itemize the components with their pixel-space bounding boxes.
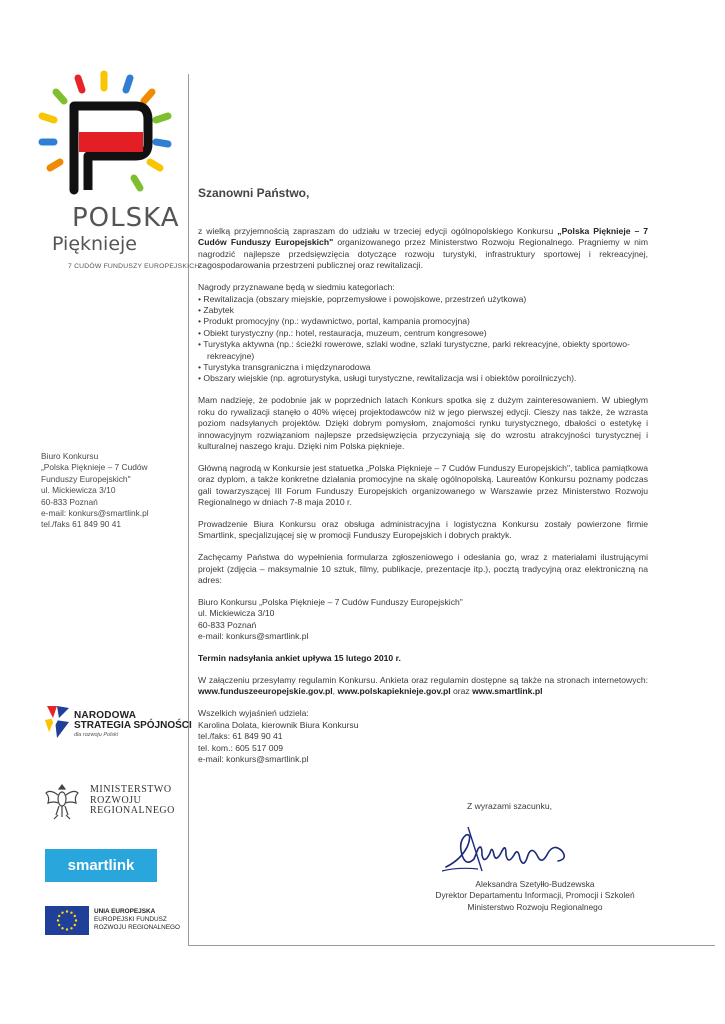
sidebar-email[interactable]: e-mail: konkurs@smartlink.pl	[41, 508, 149, 519]
letter-closing: Z wyrazami szacunku,	[467, 801, 553, 811]
polska-pieknieje-logo-icon	[36, 70, 176, 210]
signer-name: Aleksandra Szetyłło-Budzewska	[475, 879, 595, 889]
sidebar-address-line: ul. Mickiewicza 3/10	[41, 485, 116, 496]
signer-ministry: Ministerstwo Rozwoju Regionalnego	[467, 901, 603, 912]
eu-flag-icon	[45, 906, 89, 935]
deadline-text: Termin nadsyłania ankiet upływa 15 lutego 2010 r.	[198, 653, 401, 664]
category-item: • Obiekt turystyczny (np.: hotel, restauracja, muzeum, centrum kongresowe)	[198, 327, 487, 338]
ministry-logo-text	[90, 785, 175, 817]
deadline-notice	[198, 653, 648, 664]
sidebar-phone: tel./faks 61 849 90 41	[41, 519, 122, 530]
letter-body	[198, 226, 648, 765]
attachments-text: W załączeniu przesyłamy regulamin Konkursu. Ankieta oraz regulamin dostępne są także na stronach internetowych:	[198, 675, 648, 685]
paragraph-expectations: Mam nadzieję, że podobnie jak w poprzednich latach Konkurs spotka się z dużym zainteresowaniem. W ubiegłym roku do rywalizacji stanęło o 40% więcej projektodawców niż w jego pierwszej edycji. Cieszy nas także, że wzrasta poziom nadsyłanych projektów. Dzięki dobrym pomysłom, znajomości rynku turystycznego, dbałości o estetykę i innowacyjnym rozwiązaniom najlepsze przedsięwzięcia przyczyniają się do wzrostu atrakcyjności turystycznej i kulturalnej naszego kraju. Dzięki nim Polska pięknieje.	[198, 395, 648, 451]
intro-text: z wielką przyjemnością zapraszam do udziału w trzeciej edycji ogólnopolskiego Konkursu	[198, 226, 558, 236]
contact-email[interactable]: e-mail: konkurs@smartlink.pl	[198, 753, 309, 764]
signer-title: Dyrektor Departamentu Informacji, Promocji i Szkoleń	[435, 890, 635, 901]
contest-name: „Polska Pięknieje – 7 Cudów Funduszy Europejskich"	[198, 226, 648, 248]
ns-logo-line3: dla rozwoju Polski	[74, 732, 119, 738]
paragraph-prize: Główną nagrodą w Konkursie jest statuetka „Polska Pięknieje – 7 Cudów Funduszy Europejskich", tablica pamiątkowa oraz dyplom, a także konkretne działania promocyjne na skalę ogólnopolską. Laureatów Konkursu poznamy podczas gali towarzyszącej III Forum Funduszy Europejskich organizowanego w Warszawie przez Ministerstwo Rozwoju Regionalnego w dniach 7-8 maja 2010 r.	[198, 462, 648, 508]
paragraph-submission: Zachęcamy Państwa do wypełnienia formularza zgłoszeniowego i odesłania go, wraz z materiałami ilustrującymi projekt (zdjęcia – maksymalnie 10 sztuk, filmy, publikacje, prezentacje itp.), pocztą tradycyjną oraz elektroniczną na adres:	[198, 552, 648, 586]
letter-greeting: Szanowni Państwo,	[198, 186, 310, 200]
contact-line: tel./faks: 61 849 90 41	[198, 731, 283, 742]
eagle-emblem-icon	[44, 781, 80, 821]
categories-list	[198, 294, 648, 385]
signer-block	[400, 879, 670, 913]
category-item: • Obszary wiejskie (np. agroturystyka, usługi turystyczne, rewitalizacja wsi i obiektów poroilniczych).	[198, 373, 577, 384]
sidebar-address-line: „Polska Pięknieje – 7 Cudów	[41, 462, 148, 473]
ns-logo-line1: NARODOWA	[74, 710, 137, 721]
address-line: ul. Mickiewicza 3/10	[198, 608, 275, 619]
smartlink-logo: smartlink	[45, 849, 157, 882]
logo-tagline: 7 CUDÓW FUNDUSZY EUROPEJSKICH	[68, 263, 200, 270]
contact-line: tel. kom.: 605 517 009	[198, 742, 284, 753]
category-item: • Produkt promocyjny (np.: wydawnictwo, portal, kampania promocyjna)	[198, 316, 470, 327]
contact-line: Karolina Dolata, kierownik Biura Konkursu	[198, 719, 359, 730]
link-separator: oraz	[450, 686, 473, 697]
vertical-divider	[188, 74, 189, 945]
sidebar-address	[41, 451, 186, 531]
ministry-logo-line: REGIONALNEGO	[90, 805, 175, 816]
sidebar-address-line: Biuro Konkursu	[41, 451, 99, 461]
link-separator: ,	[332, 686, 338, 697]
submission-address	[198, 597, 648, 643]
bottom-divider	[188, 945, 715, 946]
paragraph-attachments	[198, 675, 648, 698]
link-smartlink[interactable]: www.smartlink.pl	[472, 686, 543, 697]
link-polskapieknieje[interactable]: www.polskapieknieje.gov.pl	[337, 686, 451, 697]
ministry-logo-line: ROZWOJU	[90, 794, 142, 806]
logo-subtitle: Pięknieje	[52, 233, 137, 255]
address-line: Biuro Konkursu „Polska Pięknieje – 7 Cudów Funduszy Europejskich"	[198, 596, 463, 607]
ministry-logo-line: MINISTERSTWO	[90, 784, 172, 795]
address-line: 60-833 Poznań	[198, 619, 257, 630]
eu-logo-line: ROZWOJU REGIONALNEGO	[94, 924, 180, 931]
logo-title: POLSKA	[72, 203, 180, 233]
ns-logo-line2: STRATEGIA SPÓJNOŚCI	[74, 720, 192, 731]
category-item: • Turystyka aktywna (np.: ścieżki rowerowe, szlaki wodne, szlaki turystyczne, parki rekreacyjne, obiekty sportowo-rekreacyjne)	[198, 339, 630, 361]
categories-intro: Nagrody przyznawane będą w siedmiu kategoriach:	[198, 282, 395, 293]
contact-line: Wszelkich wyjaśnień udziela:	[198, 708, 309, 719]
ns-star-logo-icon	[43, 704, 71, 740]
handwritten-signature-icon	[438, 815, 578, 875]
eu-logo-line: UNIA EUROPEJSKA	[94, 908, 156, 915]
category-item: • Rewitalizacja (obszary miejskie, poprzemysłowe i powojskowe, przestrzeń użytkowa)	[198, 293, 527, 304]
intro-text-cont: organizowanego przez Ministerstwo Rozwoju Regionalnego. Pragniemy w nim nagrodzić najlepsze przedsięwzięcia dotyczące rozwoju turystyki, infrastruktury sportowej i rekreacyjnej, zagospodarowania przestrzeni publicznej oraz rewitalizacji.	[198, 237, 648, 271]
paragraph-office: Prowadzenie Biura Konkursu oraz obsługa administracyjna i logistyczna Konkursu zostały powierzone firmie Smartlink, specjalizującej się w promocji Funduszy Europejskich i dobrych praktyk.	[198, 518, 648, 541]
paragraph-intro	[198, 226, 648, 272]
contact-block	[198, 708, 648, 765]
eu-logo-text	[94, 908, 180, 932]
sidebar-address-line: Funduszy Europejskich"	[41, 473, 131, 484]
link-funduszeeuropejskie[interactable]: www.funduszeeuropejskie.gov.pl	[198, 686, 333, 697]
category-item: • Turystyka transgraniczna i międzynarodowa	[198, 361, 371, 372]
sidebar-address-line: 60-833 Poznań	[41, 496, 98, 507]
address-email[interactable]: e-mail: konkurs@smartlink.pl	[198, 631, 309, 642]
category-item: • Zabytek	[198, 304, 234, 315]
eu-logo-line: EUROPEJSKI FUNDUSZ	[94, 916, 167, 923]
